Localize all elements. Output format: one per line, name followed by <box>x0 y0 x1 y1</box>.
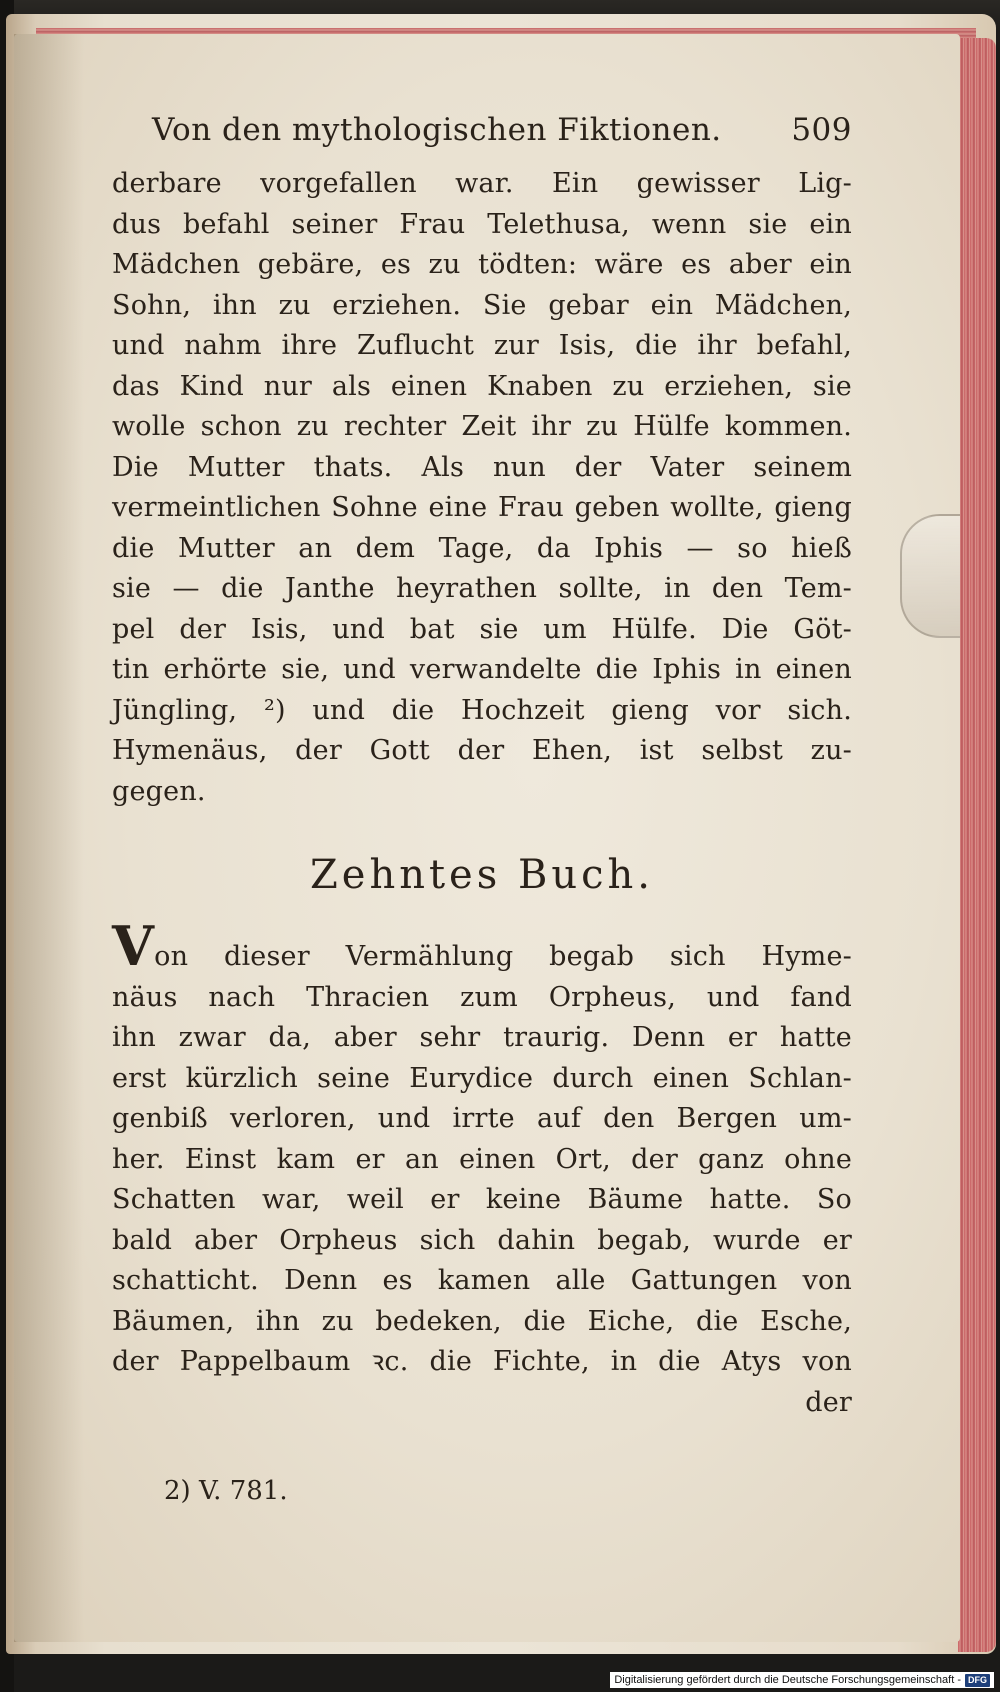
text-line: erst kürzlich seine Eurydice durch einen Schlan- <box>112 1062 852 1094</box>
text-line: sie — die Janthe heyrathen sollte, in den Tem- <box>112 573 852 604</box>
running-header <box>112 112 852 164</box>
text-line: bald aber Orpheus sich dahin begab, wurde er <box>112 1224 852 1256</box>
text-line: die Mutter an dem Tage, da Iphis — so hieß <box>112 532 852 564</box>
text-line: pel der Isis, und bat sie um Hülfe. Die Göt- <box>112 613 852 645</box>
credit-text: Digitalisierung gefördert durch die Deutsche Forschungsgemeinschaft - <box>614 1674 961 1686</box>
text-line: Sohn, ihn zu erziehen. Sie gebar ein Mädchen, <box>112 289 852 321</box>
text-line: Jüngling, ²) und die Hochzeit gieng vor sich. <box>112 694 852 726</box>
text-line: Bäumen, ihn zu bedeken, die Eiche, die Esche, <box>112 1305 852 1337</box>
book-page <box>14 34 960 1642</box>
text-line: und nahm ihre Zuflucht zur Isis, die ihr befahl, <box>112 330 852 361</box>
text-line: Die Mutter thats. Als nun der Vater seinem <box>112 451 852 483</box>
text-line: der Pappelbaum ꝛc. die Fichte, in die Atys von <box>112 1346 852 1377</box>
text-line: Mädchen gebäre, es zu tödten: wäre es aber ein <box>112 249 852 280</box>
text-line: vermeintlichen Sohne eine Frau geben wollte, gieng <box>112 492 852 523</box>
running-title: Von den mythologischen Fiktionen. <box>152 112 722 148</box>
text-line: dus befahl seiner Frau Telethusa, wenn sie ein <box>112 208 852 240</box>
digitization-credit <box>610 1672 994 1688</box>
plastic-page-clip <box>900 514 960 638</box>
paragraph-continued <box>112 164 852 812</box>
text-line: her. Einst kam er an einen Ort, der ganz ohne <box>112 1143 852 1175</box>
text-line: tin erhörte sie, und verwandelte die Iphis in einen <box>112 654 852 685</box>
text-line: das Kind nur als einen Knaben zu erziehen, sie <box>112 370 852 402</box>
text-line: Schatten war, weil er keine Bäume hatte. So <box>112 1184 852 1215</box>
text-line: wolle schon zu rechter Zeit ihr zu Hülfe kommen. <box>112 411 852 442</box>
text-line: schatticht. Denn es kamen alle Gattungen von <box>112 1265 852 1296</box>
drop-cap: V <box>112 914 155 978</box>
page-text <box>112 112 852 1423</box>
dfg-logo: DFG <box>965 1674 990 1687</box>
text-line: genbiß verloren, und irrte auf den Bergen um- <box>112 1103 852 1134</box>
text-line: derbare vorgefallen war. Ein gewisser Lig- <box>112 168 852 199</box>
text-line: ihn zwar da, aber sehr traurig. Denn er hatte <box>112 1022 852 1053</box>
text-line-first <box>112 914 852 978</box>
first-line-text: on dieser Vermählung begab sich Hyme- <box>154 941 852 972</box>
paragraph-new <box>112 914 852 1423</box>
text-line: Hymenäus, der Gott der Ehen, ist selbst zu- <box>112 735 852 766</box>
gutter-shadow <box>14 34 84 1642</box>
text-line: näus nach Thracien zum Orpheus, und fand <box>112 981 852 1013</box>
footnote: 2) V. 781. <box>164 1476 288 1506</box>
text-line: gegen. <box>112 775 206 807</box>
catchword: der <box>805 1386 852 1418</box>
page-number: 509 <box>791 112 852 148</box>
section-heading: Zehntes Buch. <box>309 852 654 898</box>
red-page-edge-side <box>958 38 996 1652</box>
